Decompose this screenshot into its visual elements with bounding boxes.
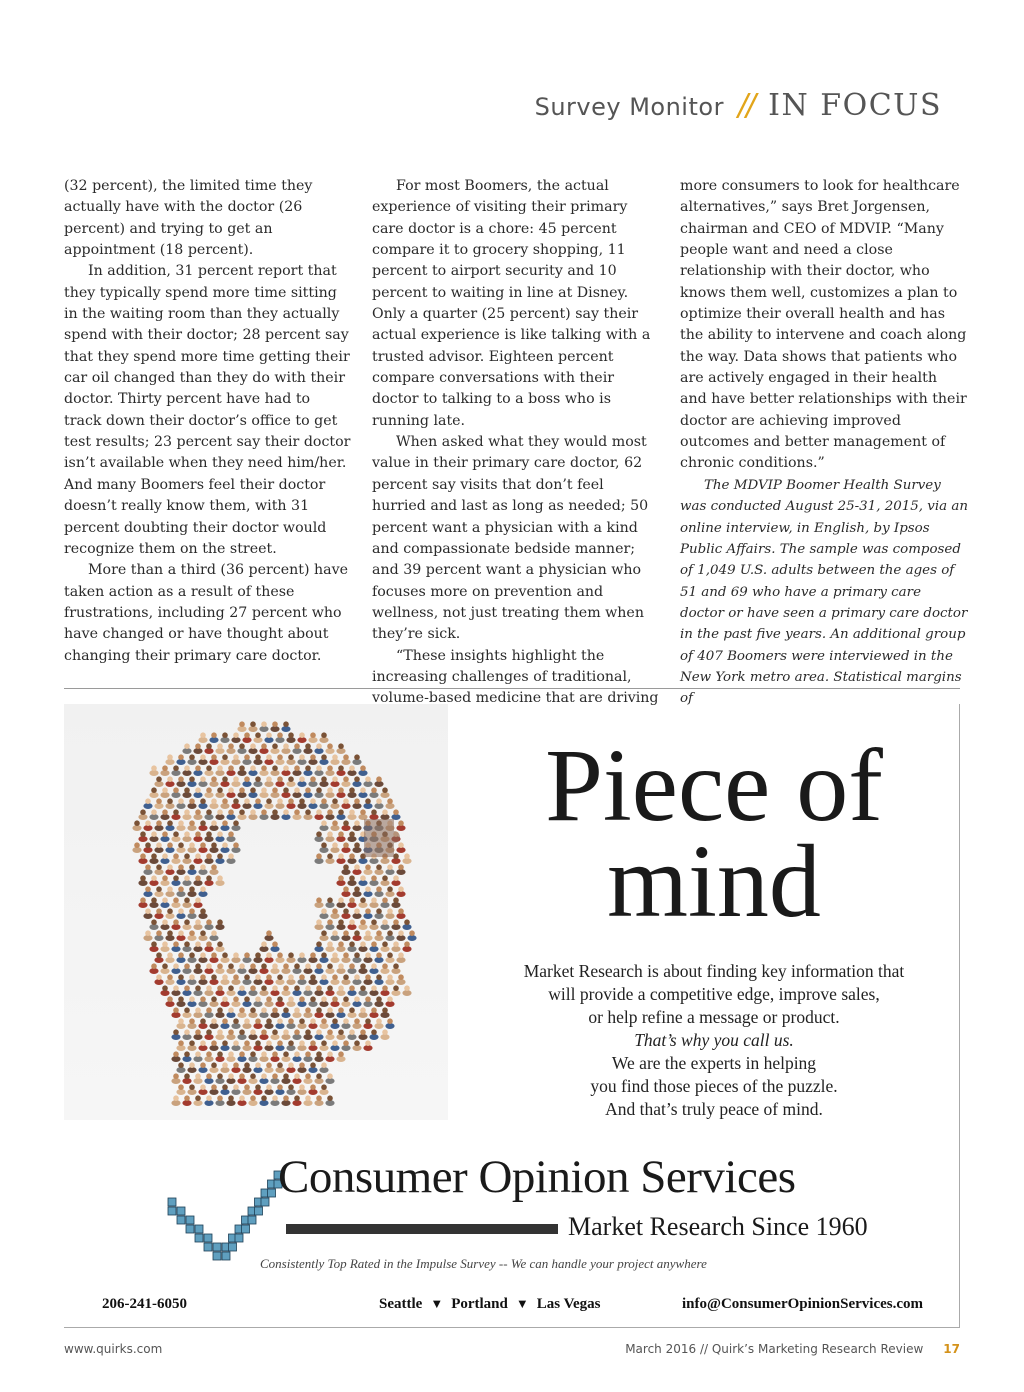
header-focus-label: IN FOCUS: [768, 88, 942, 123]
head-mosaic-image: [64, 704, 448, 1120]
ad-copy-line: you find those pieces of the puzzle.: [590, 1076, 838, 1096]
article-column-3: [680, 176, 968, 710]
section-divider: [64, 688, 960, 689]
ad-headline-line-2: mind: [607, 824, 821, 939]
brand-underline: [286, 1224, 558, 1234]
ad-copy-line: or help refine a message or product.: [588, 1007, 840, 1027]
article-column-2: [372, 176, 660, 710]
brand-since: Market Research Since 1960: [568, 1212, 868, 1241]
ad-copy-line: That’s why you call us.: [634, 1030, 794, 1050]
ad-headline: [504, 728, 924, 939]
footer-issue: [625, 1342, 960, 1356]
section-name: Survey Monitor: [534, 93, 724, 121]
header-separator: //: [737, 88, 755, 123]
paragraph: In addition, 31 percent report that they typically spend more time sitting in the waiting room than they actually spend with their doctor; 28 percent say that they spend more time getting their car oil changed than they do with their doctor. Thirty percent have had to track down their doctor’s office to get test results; 23 percent say their doctor isn’t available when they need him/her. And many Boomers feel their doctor doesn’t really know them, with 31 percent doubting their doctor would recognize them on the street.: [64, 263, 351, 557]
ad-copy-line: And that’s truly peace of mind.: [605, 1099, 823, 1119]
paragraph: more consumers to look for healthcare alternatives,” says Bret Jorgensen, chairman and CEO of MDVIP. “Many people want and need a close relationship with their doctor, who knows them well, customizes a plan to optimize their overall health and has the ability to intervene and coach along the way. Data shows that patients who are actively engaged in their health and have better relationships with their doctor are achieving improved outcomes and better management of chronic conditions.”: [680, 178, 967, 472]
city-portland: Portland: [451, 1296, 508, 1312]
paragraph: When asked what they would most value in their primary care doctor, 62 percent say visits that don’t feel hurried and last as long as needed; 50 percent want a physician with a kind and compassionate bedside manner; and 39 percent want a physician who focuses more on prevention and wellness, not just treating them when they’re sick.: [372, 434, 649, 643]
footer-issue-text: March 2016 // Quirk’s Marketing Research Review: [625, 1342, 924, 1356]
paragraph: For most Boomers, the actual experience of visiting their primary care doctor is a chore: 45 percent compare it to grocery shopping, 11 percent to airport security and 10 percent to waiting in line at Disney. Only a quarter (25 percent) say their actual experience is like talking with a trusted advisor. Eighteen percent compare conversations with their doctor to talking to a boss who is running late.: [372, 178, 651, 429]
phone-number[interactable]: 206-241-6050: [102, 1296, 187, 1312]
city-seattle: Seattle: [379, 1296, 423, 1312]
ad-headline-line-1: Piece of: [545, 728, 883, 843]
triangle-down-icon: ▼: [430, 1296, 444, 1311]
ad-copy-line: will provide a competitive edge, improve sales,: [548, 984, 880, 1004]
article-column-1: [64, 176, 352, 667]
paragraph: “These insights highlight the increasing challenges of traditional, volume-based medicine that are driving: [372, 647, 659, 707]
section-header: [535, 88, 942, 123]
page-number: 17: [943, 1342, 960, 1356]
ad-copy-line: We are the experts in helping: [611, 1053, 817, 1073]
ad-copy-line: Market Research is about finding key information that: [523, 961, 905, 981]
ad-body-copy: [484, 960, 944, 1121]
email-link[interactable]: info@ConsumerOpinionServices.com: [682, 1296, 924, 1312]
advertisement: [64, 704, 960, 1328]
footer-url[interactable]: www.quirks.com: [64, 1342, 163, 1356]
paragraph: More than a third (36 percent) have taken action as a result of these frustrations, including 27 percent who have changed or have thought about changing their primary care doctor.: [64, 562, 349, 664]
city-las-vegas: Las Vegas: [536, 1296, 601, 1312]
paragraph: (32 percent), the limited time they actually have with the doctor (26 percent) and trying to get an appointment (18 percent).: [64, 178, 313, 259]
ad-tagline: Consistently Top Rated in the Impulse Survey -- We can handle your project anywhere: [260, 1256, 707, 1271]
survey-methodology-note: The MDVIP Boomer Health Survey was conducted August 25-31, 2015, via an online interview, in English, by Ipsos Public Affairs. The sample was composed of 1,049 U.S. adults between the ages of 51 and 69 who have a primary care doctor or have seen a primary care doctor in the past five years. An additional group of 407 Boomers were interviewed in the New York metro area. Statistical margins of: [680, 477, 968, 707]
checkmark-logo-icon: [164, 1158, 284, 1268]
city-list: [379, 1296, 601, 1313]
triangle-down-icon: ▼: [515, 1296, 529, 1311]
brand-name: Consumer Opinion Services: [278, 1151, 796, 1203]
